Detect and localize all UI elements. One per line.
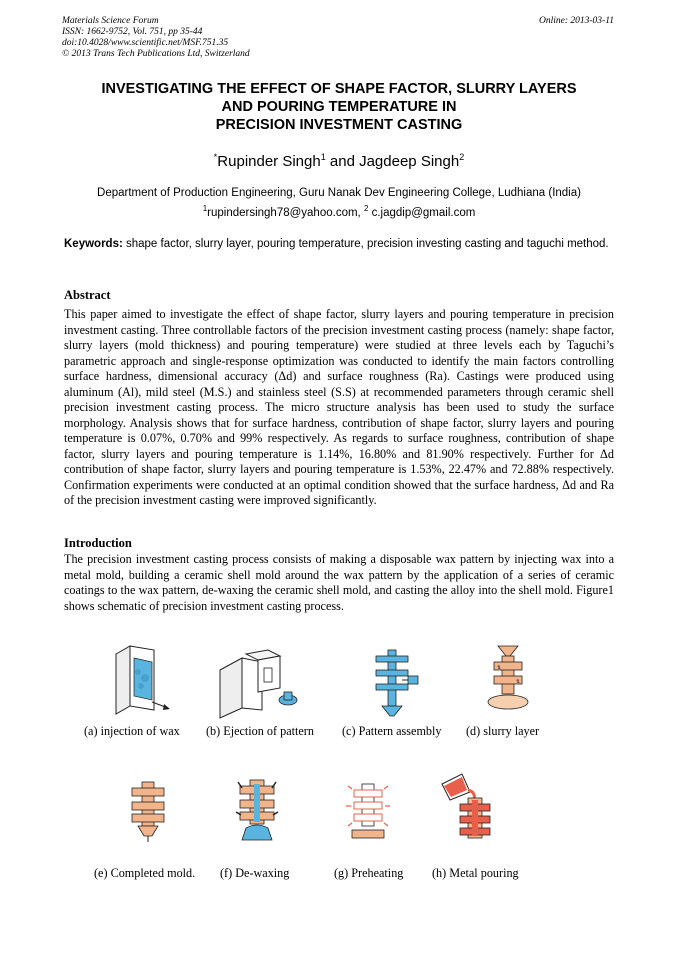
author-2-sup: 2 — [459, 152, 465, 162]
corresponding-star: * — [213, 152, 218, 162]
de-waxing-illustration — [232, 778, 284, 844]
journal-header — [62, 16, 250, 60]
keywords-label: Keywords: — [64, 238, 123, 250]
caption-d: (d) slurry layer — [466, 724, 540, 738]
online-date: Online: 2013-03-11 — [538, 16, 614, 26]
abstract-text: This paper aimed to investigate the effect of shape factor, slurry layers and pouring temperature in precision investment casting. Three controllable factors of the precision investment casting process (namely: shape factor, slurry layers (mold thickness) and pouring temperature) were studied at three levels each by Taguchi’s parametric approach and single-response optimization was conducted to identify the main factors controlling surface hardness, dimensional accuracy (Δd) and surface roughness (Ra). Castings were produced using aluminum (Al), mild steel (M.S.) and stainless steel (S.S) at recommended parameters through ceramic shell precision investment casting process. The micro structure analysis has been used to study the surface morphology. Analysis shows that for surface hardness, contribution of shape factor, slurry layers and pouring temperature is 0.07%, 0.70% and 99% respectively. As regards to surface roughness, contribution of shape factor, slurry layers and pouring temperature is 1.14%, 16.80% and 81.90% respectively. Further for Δd contribution of shape factor, slurry layers and pouring temperature is 1.53%, 22.47% and 72.88% respectively. Confirmation experiments were conducted at an optimal condition showed that the surface hardness, Δd and Ra of the precision investment casting were improved significantly. — [64, 307, 614, 507]
caption-a: (a) injection of wax — [84, 724, 180, 738]
slurry-layer-illustration — [484, 644, 534, 714]
caption-c: (c) Pattern assembly — [342, 724, 442, 738]
caption-g: (g) Preheating — [334, 866, 404, 880]
injection-of-wax-illustration — [108, 644, 172, 720]
email-2[interactable]: c.jagdip@gmail.com — [368, 206, 476, 219]
svg-text:⇅: ⇅ — [497, 665, 502, 671]
issn: ISSN: 1662-9752, Vol. 751, pp 35-44 — [62, 27, 203, 37]
metal-pouring-illustration — [440, 770, 502, 844]
completed-mold-illustration — [128, 780, 168, 844]
email-1[interactable]: rupindersingh78@yahoo.com, — [207, 206, 364, 219]
abstract-heading: Abstract — [64, 288, 111, 302]
authors — [40, 152, 638, 170]
pattern-assembly-illustration — [368, 646, 424, 720]
paper-title — [40, 80, 638, 134]
emails — [40, 201, 638, 221]
svg-text:⇅: ⇅ — [516, 679, 521, 685]
keywords — [64, 236, 614, 252]
author-1-sup: 1 — [320, 152, 326, 162]
copyright: © 2013 Trans Tech Publications Ltd, Switzerland — [62, 49, 250, 59]
caption-f: (f) De-waxing — [220, 866, 290, 880]
caption-e: (e) Completed mold. — [94, 866, 196, 880]
authors-and: and — [325, 153, 360, 170]
preheating-illustration — [346, 780, 390, 842]
caption-b: (b) Ejection of pattern — [206, 724, 314, 738]
author-1: Rupinder Singh — [217, 153, 321, 170]
ejection-of-pattern-illustration — [218, 648, 302, 720]
keywords-text: shape factor, slurry layer, pouring temperature, precision investing casting and taguchi method. — [122, 238, 609, 250]
email-1-sup: 1 — [202, 204, 208, 213]
introduction-heading: Introduction — [64, 536, 132, 550]
caption-h: (h) Metal pouring — [432, 866, 519, 880]
author-2: Jagdeep Singh — [359, 153, 460, 170]
affiliation — [40, 186, 638, 221]
title-line-2: AND POURING TEMPERATURE IN — [221, 99, 457, 115]
title-line-1: INVESTIGATING THE EFFECT OF SHAPE FACTOR, SLURRY LAYERS — [101, 81, 577, 97]
introduction-text: The precision investment casting process consists of making a disposable wax pattern by injecting wax into a metal mold, building a ceramic shell mold around the wax pattern by the application of a series of ceramic coatings to the wax pattern, de-waxing the ceramic shell mold, and casting the alloy into the shell mold. Figure1 shows schematic of precision investment casting process. — [64, 552, 614, 613]
title-line-3: PRECISION INVESTMENT CASTING — [215, 117, 463, 133]
department: Department of Production Engineering, Guru Nanak Dev Engineering College, Ludhiana (India) — [97, 187, 581, 199]
doi: doi:10.4028/www.scientific.net/MSF.751.35 — [62, 38, 229, 48]
email-2-sup: 2 — [363, 204, 369, 213]
journal-name: Materials Science Forum — [62, 16, 159, 26]
